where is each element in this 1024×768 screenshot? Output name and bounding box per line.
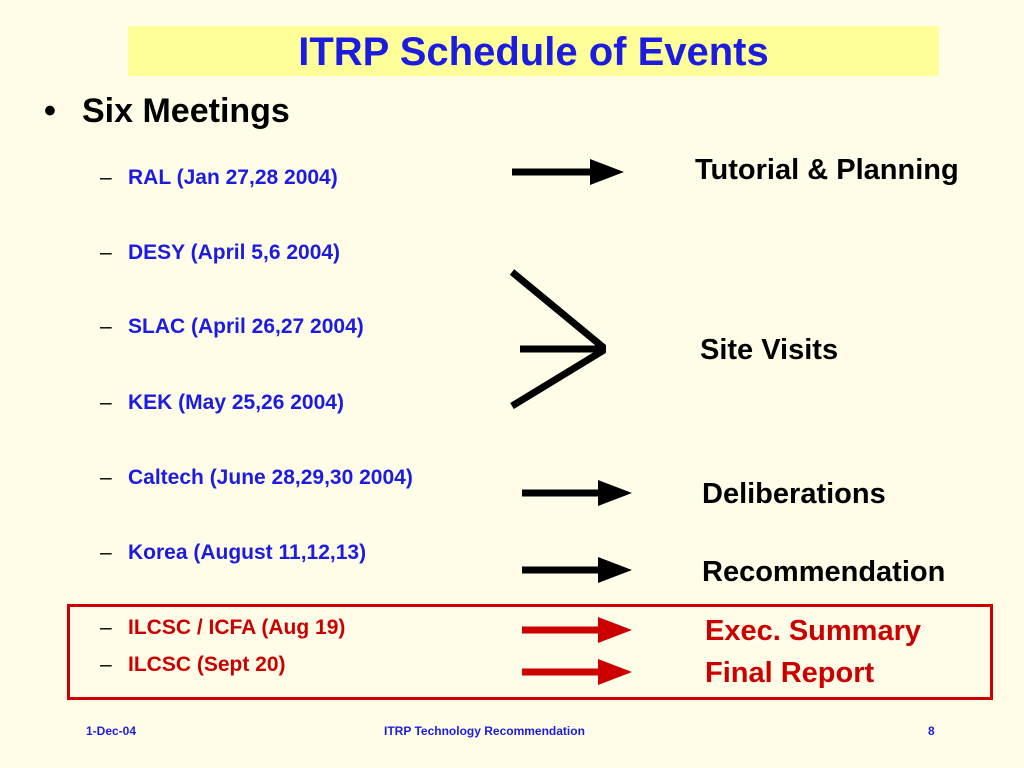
- arrow-recommendation: [522, 557, 632, 583]
- label-exec-summary: Exec. Summary: [705, 615, 922, 647]
- label-site-visits: Site Visits: [700, 334, 839, 366]
- main-bullet-text: Six Meetings: [82, 92, 290, 130]
- arrow-tutorial: [512, 159, 624, 185]
- arrow-deliberations: [522, 480, 632, 506]
- arrow-site-visits-bracket: [512, 272, 606, 406]
- meeting-item-korea: – Korea (August 11,12,13): [100, 541, 367, 564]
- meeting-item-slac: – SLAC (April 26,27 2004): [100, 315, 364, 338]
- label-tutorial-planning: Tutorial & Planning: [695, 154, 959, 186]
- label-deliberations: Deliberations: [702, 478, 886, 510]
- meeting-item-ilcsc-sept: – ILCSC (Sept 20): [100, 653, 286, 676]
- label-recommendation: Recommendation: [702, 556, 946, 588]
- footer-title: ITRP Technology Recommendation: [384, 724, 585, 738]
- meeting-item-kek: – KEK (May 25,26 2004): [100, 391, 344, 414]
- meeting-item-ral: – RAL (Jan 27,28 2004): [100, 166, 338, 189]
- footer-page-number: 8: [928, 724, 935, 738]
- meeting-item-ilcsc-icfa: – ILCSC / ICFA (Aug 19): [100, 616, 346, 639]
- label-final-report: Final Report: [705, 657, 875, 689]
- slide-title: ITRP Schedule of Events: [298, 30, 769, 74]
- bullet-dot: •: [44, 92, 56, 130]
- footer-date: 1-Dec-04: [86, 724, 137, 738]
- meeting-item-desy: – DESY (April 5,6 2004): [100, 241, 341, 264]
- meeting-item-caltech: – Caltech (June 28,29,30 2004): [100, 466, 413, 489]
